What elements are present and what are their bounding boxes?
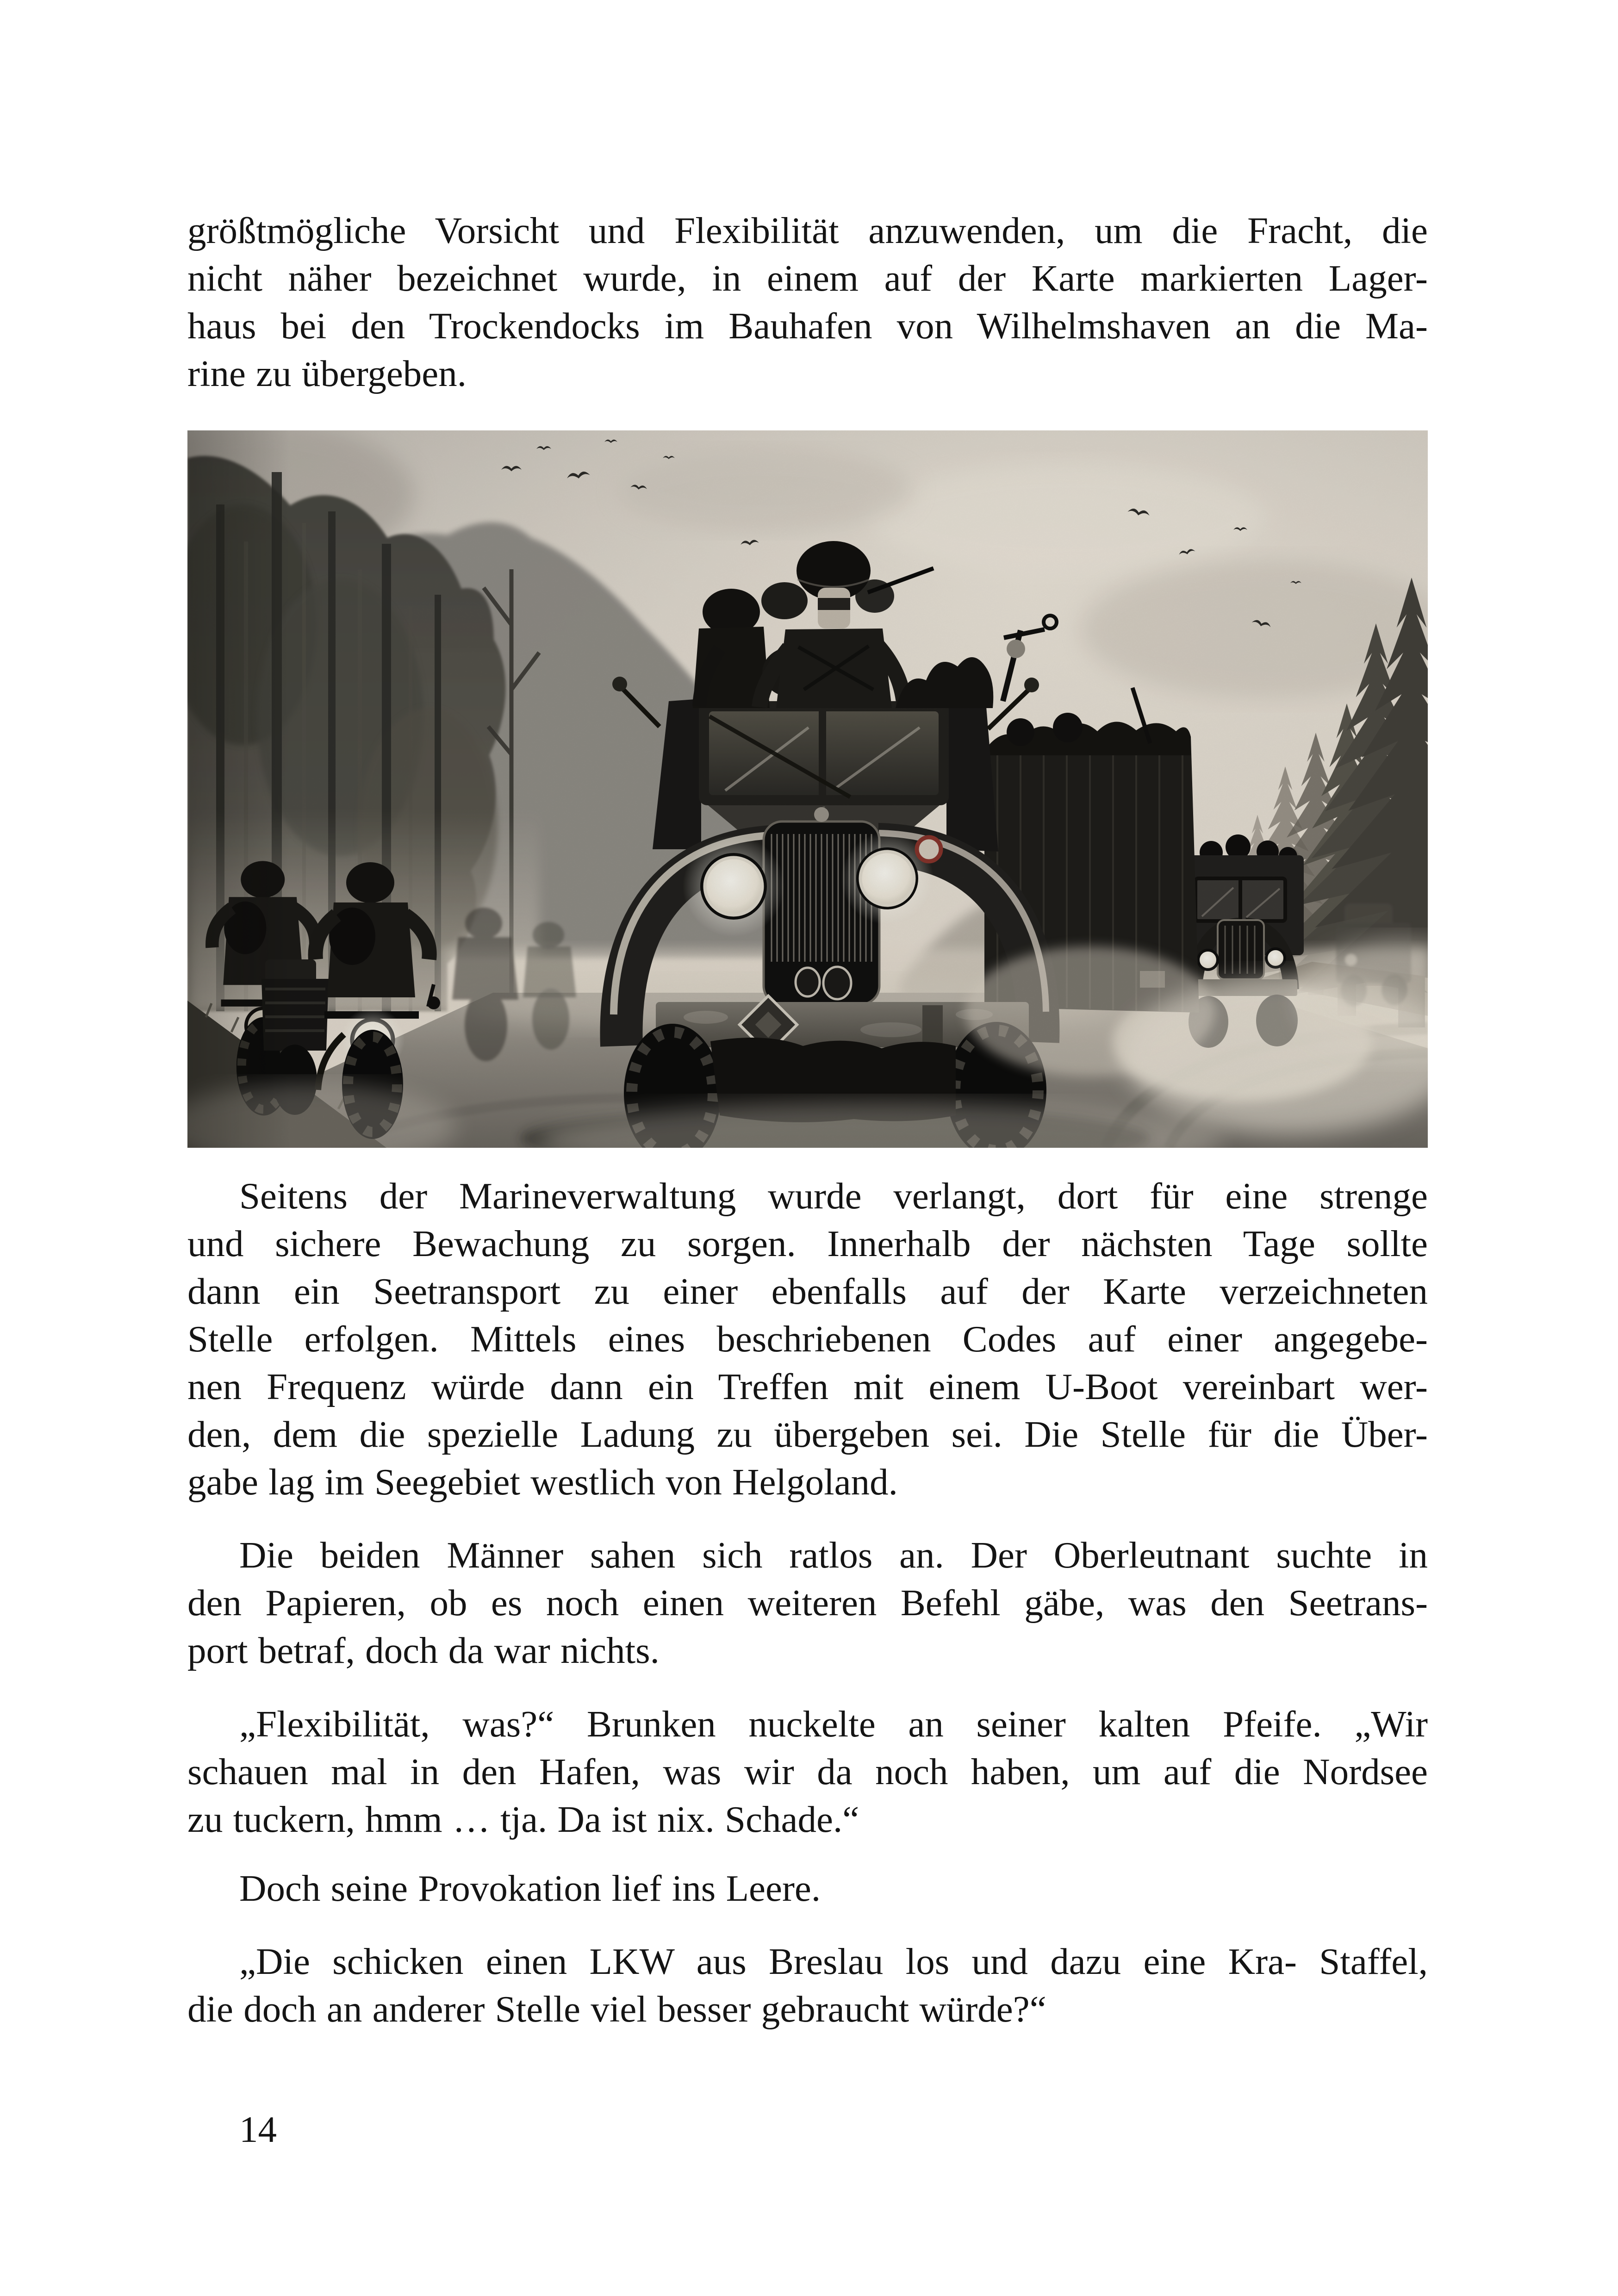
text-line: port betraf, doch da war nichts. xyxy=(187,1630,660,1671)
text-line: „Flexibilität, was?“ Brunken nuckelte an seiner kalten Pfeife. „Wir xyxy=(239,1703,1428,1745)
text-column xyxy=(187,0,1428,2153)
text-line: nicht näher bezeichnet wurde, in einem auf der Karte markierten Lager- xyxy=(187,257,1428,299)
text-line: Die beiden Männer sahen sich ratlos an. Der Oberleutnant suchte in xyxy=(239,1534,1428,1576)
text-line: nen Frequenz würde dann ein Treffen mit einem U-Boot vereinbart wer- xyxy=(187,1366,1428,1407)
text-line: „Die schicken einen LKW aus Breslau los und dazu eine Kra- Staffel, xyxy=(239,1941,1428,1982)
text-line: den Papieren, ob es noch einen weiteren Befehl gäbe, was den Seetrans- xyxy=(187,1582,1428,1624)
text-line: den, dem die spezielle Ladung zu übergeben sei. Die Stelle für die Über- xyxy=(187,1413,1428,1455)
paragraph-6 xyxy=(187,1938,1428,2033)
text-line: dann ein Seetransport zu einer ebenfalls auf der Karte verzeichneten xyxy=(187,1270,1428,1312)
text-line: haus bei den Trockendocks im Bauhafen von Wilhelmshaven an die Ma- xyxy=(187,305,1428,347)
paragraph-1 xyxy=(187,207,1428,398)
text-line: und sichere Bewachung zu sorgen. Innerhalb der nächsten Tage sollte xyxy=(187,1223,1428,1264)
convoy-illustration xyxy=(187,430,1428,1148)
text-line: Doch seine Provokation lief ins Leere. xyxy=(239,1867,821,1909)
text-line: rine zu übergeben. xyxy=(187,353,467,394)
film-grain xyxy=(187,430,1428,1148)
text-line: die doch an anderer Stelle viel besser gebraucht würde?“ xyxy=(187,1988,1046,2030)
text-line: Seitens der Marineverwaltung wurde verlangt, dort für eine strenge xyxy=(239,1175,1428,1217)
text-line: gabe lag im Seegebiet westlich von Helgoland. xyxy=(187,1461,898,1503)
text-line: schauen mal in den Hafen, was wir da noch haben, um auf die Nordsee xyxy=(187,1751,1428,1792)
paragraph-2 xyxy=(187,1172,1428,1506)
paragraph-5 xyxy=(187,1865,1428,1912)
paragraph-4 xyxy=(187,1700,1428,1843)
page-number: 14 xyxy=(239,2109,277,2150)
text-line: Stelle erfolgen. Mittels eines beschriebenen Codes auf einer angegebe- xyxy=(187,1318,1428,1360)
text-line: größtmögliche Vorsicht und Flexibilität anzuwenden, um die Fracht, die xyxy=(187,210,1428,251)
paragraph-3 xyxy=(187,1531,1428,1674)
text-line: zu tuckern, hmm … tja. Da ist nix. Schade.“ xyxy=(187,1798,859,1840)
